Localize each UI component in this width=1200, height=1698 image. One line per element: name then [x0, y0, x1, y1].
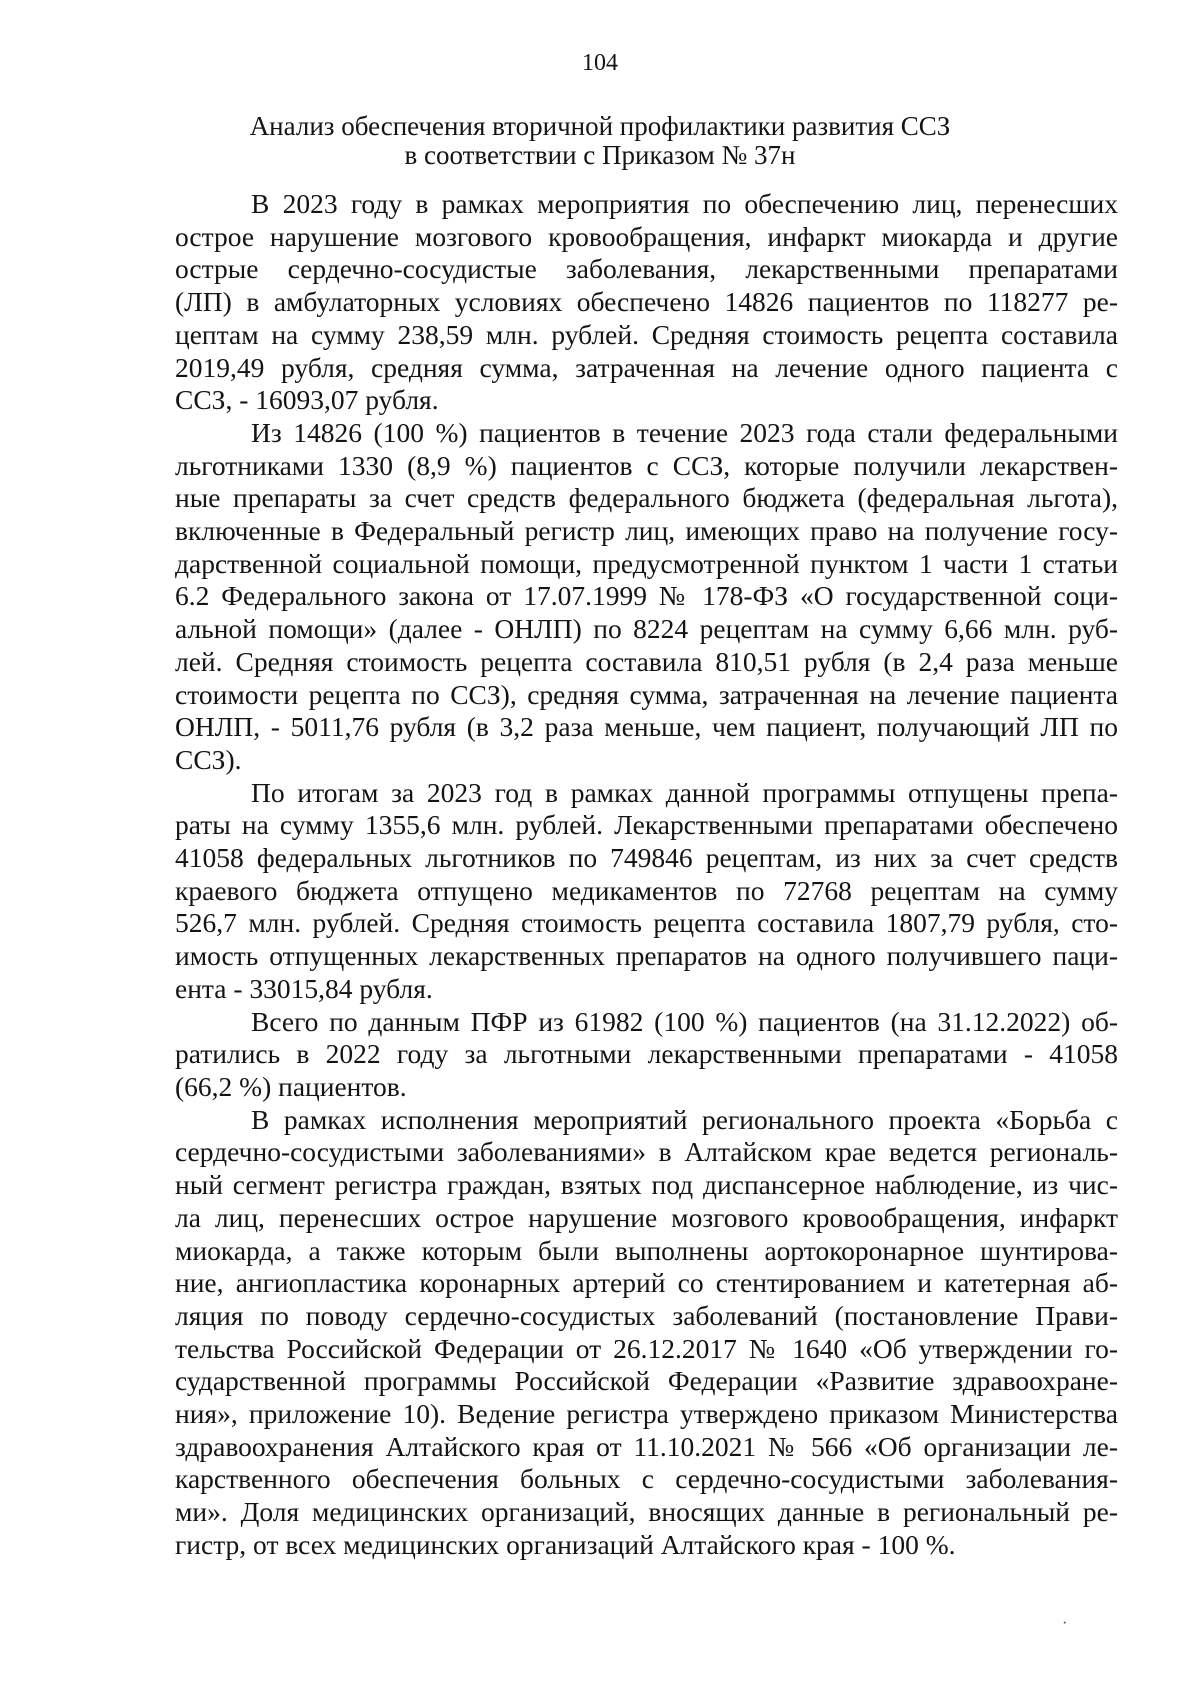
paragraph-line: 2019,49 рубля, средняя сумма, затраченная на лечение одного пациента с: [175, 351, 1118, 383]
scan-speck: ·: [1062, 1615, 1068, 1632]
paragraph-line: краевого бюджета отпущено медикаментов по 72768 рецептам на сумму: [175, 874, 1118, 906]
paragraph-line: (66,2 %) пациентов.: [175, 1070, 407, 1102]
paragraph-line: острое нарушение мозгового кровообращения, инфаркт миокарда и другие: [175, 220, 1118, 252]
paragraph-line: сердечно-сосудистыми заболеваниями» в Алтайском крае ведется региональ-: [175, 1136, 1118, 1168]
paragraph: [175, 1006, 1118, 1104]
paragraph-line: сударственной программы Российской Федерации «Развитие здравоохране-: [175, 1365, 1118, 1397]
paragraph-line: 526,7 млн. рублей. Средняя стоимость рецепта составила 1807,79 рубля, сто-: [175, 907, 1118, 939]
paragraph: [175, 188, 1118, 417]
document-body: [175, 188, 1118, 1562]
paragraph-line: здравоохранения Алтайского края от 11.10.2021 № 566 «Об организации ле-: [175, 1430, 1118, 1462]
paragraph-line: ляция по поводу сердечно-сосудистых заболеваний (постановление Прави-: [175, 1299, 1118, 1331]
paragraph-line: ми». Доля медицинских организаций, вносящих данные в региональный ре-: [175, 1496, 1118, 1528]
paragraph-line: ента - 33015,84 рубля.: [175, 972, 433, 1004]
paragraph-line: ратились в 2022 году за льготными лекарственными препаратами - 41058: [175, 1038, 1118, 1070]
paragraph-line: цептам на сумму 238,59 млн. рублей. Средняя стоимость рецепта составила: [175, 318, 1118, 350]
paragraph-line: включенные в Федеральный регистр лиц, имеющих право на получение госу-: [175, 515, 1118, 547]
page-number: 104: [582, 50, 618, 76]
paragraph-line: ный сегмент регистра граждан, взятых под диспансерное наблюдение, из чис-: [175, 1169, 1118, 1201]
paragraph-line: карственного обеспечения больных с сердечно-сосудистыми заболевания-: [175, 1463, 1118, 1495]
paragraph-line: острые сердечно-сосудистые заболевания, лекарственными препаратами: [175, 253, 1118, 285]
paragraph-line: Всего по данным ПФР из 61982 (100 %) пациентов (на 31.12.2022) об-: [251, 1005, 1118, 1037]
paragraph-line: ССЗ).: [175, 743, 242, 775]
paragraph-line: раты на сумму 1355,6 млн. рублей. Лекарственными препаратами обеспечено: [175, 809, 1118, 841]
paragraph-line: миокарда, а также которым были выполнены аортокоронарное шунтирова-: [175, 1234, 1118, 1266]
paragraph-line: имость отпущенных лекарственных препаратов на одного получившего паци-: [175, 940, 1118, 972]
section-title: [150, 112, 1050, 170]
paragraph-line: По итогам за 2023 год в рамках данной программы отпущены препа-: [251, 776, 1118, 808]
paragraph-line: стоимости рецепта по ССЗ), средняя сумма, затраченная на лечение пациента: [175, 678, 1118, 710]
paragraph: [175, 777, 1118, 1006]
paragraph-line: 41058 федеральных льготников по 749846 рецептам, из них за счет средств: [175, 842, 1118, 874]
paragraph-line: 6.2 Федерального закона от 17.07.1999 № 178-ФЗ «О государственной соци-: [175, 580, 1118, 612]
section-title-line-1: Анализ обеспечения вторичной профилактики развития ССЗ: [249, 111, 951, 141]
section-title-line-2: в соответствии с Приказом № 37н: [404, 140, 796, 170]
paragraph-line: В 2023 году в рамках мероприятия по обеспечению лиц, перенесших: [251, 188, 1118, 219]
paragraph-line: ные препараты за счет средств федерального бюджета (федеральная льгота),: [175, 482, 1118, 514]
paragraph-line: В рамках исполнения мероприятий регионального проекта «Борьба с: [251, 1103, 1118, 1135]
paragraph-line: тельства Российской Федерации от 26.12.2017 № 1640 «Об утверждении го-: [175, 1332, 1118, 1364]
paragraph-line: льготниками 1330 (8,9 %) пациентов с ССЗ, которые получили лекарствен-: [175, 449, 1118, 481]
paragraph-line: Из 14826 (100 %) пациентов в течение 2023 года стали федеральными: [251, 416, 1118, 448]
paragraph-line: ССЗ, - 16093,07 рубля.: [175, 384, 439, 416]
paragraph-line: ла лиц, перенесших острое нарушение мозгового кровообращения, инфаркт: [175, 1201, 1118, 1233]
paragraph: [175, 1104, 1118, 1562]
paragraph-line: ния», приложение 10). Ведение регистра утверждено приказом Министерства: [175, 1398, 1118, 1430]
paragraph-line: альной помощи» (далее - ОНЛП) по 8224 рецептам на сумму 6,66 млн. руб-: [175, 613, 1118, 645]
paragraph-line: ние, ангиопластика коронарных артерий со стентированием и катетерная аб-: [175, 1267, 1118, 1299]
paragraph-line: гистр, от всех медицинских организаций Алтайского края - 100 %.: [175, 1528, 956, 1560]
paragraph-line: (ЛП) в амбулаторных условиях обеспечено 14826 пациентов по 118277 ре-: [175, 286, 1118, 318]
paragraph-line: ОНЛП, - 5011,76 рубля (в 3,2 раза меньше, чем пациент, получающий ЛП по: [175, 711, 1118, 743]
paragraph: [175, 417, 1118, 777]
paragraph-line: дарственной социальной помощи, предусмотренной пунктом 1 части 1 статьи: [175, 547, 1118, 579]
paragraph-line: лей. Средняя стоимость рецепта составила 810,51 рубля (в 2,4 раза меньше: [175, 645, 1118, 677]
